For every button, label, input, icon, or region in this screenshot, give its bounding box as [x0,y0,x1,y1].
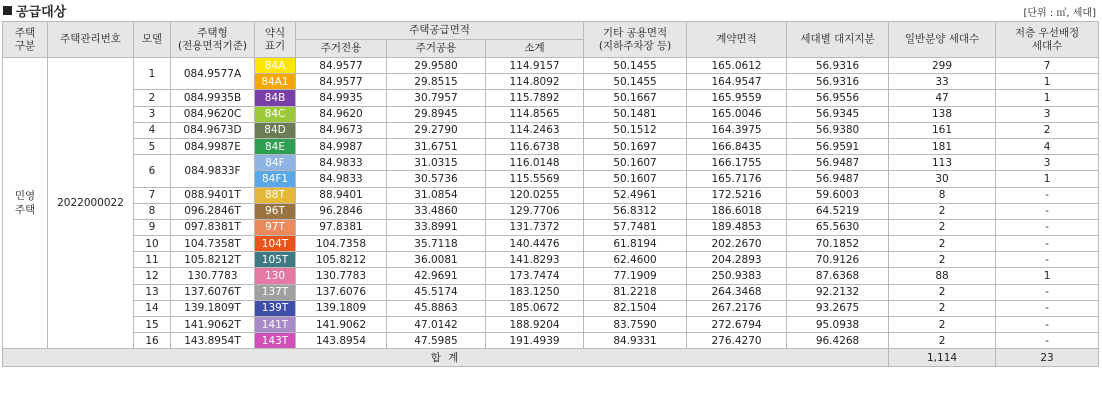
other-common-area-cell: 50.1481 [584,106,687,122]
house-type-cell: 139.1809T [171,300,255,316]
contract-area-cell: 165.0046 [687,106,787,122]
subtotal-cell: 114.9157 [486,58,584,74]
house-type-cell: 137.6076T [171,284,255,300]
general-units-cell: 299 [889,58,996,74]
table-row [3,90,1099,106]
housing-class-text: 민영 주택 [14,190,36,217]
short-type-chip: 97T [255,219,296,235]
general-units-cell: 47 [889,90,996,106]
subtotal-cell: 140.4476 [486,236,584,252]
table-row [3,284,1099,300]
land-share-cell: 56.9380 [787,122,889,138]
model-cell: 2 [134,90,171,106]
table-row [3,58,1099,74]
table-body [3,58,1099,349]
house-type-cell: 084.9833F [171,155,255,187]
header-short-type [255,22,296,58]
land-share-cell: 87.6368 [787,268,889,284]
table-row [3,155,1099,171]
subtotal-cell: 131.7372 [486,219,584,235]
land-share-cell: 96.4268 [787,333,889,349]
exclusive-area-cell: 137.6076 [296,284,387,300]
subtotal-cell: 183.1250 [486,284,584,300]
land-share-cell: 70.1852 [787,236,889,252]
other-common-area-cell: 83.7590 [584,317,687,333]
table-row [3,268,1099,284]
other-common-area-cell: 50.1512 [584,122,687,138]
common-area-cell: 29.8515 [387,74,486,90]
common-area-cell: 36.0081 [387,252,486,268]
short-type-chip: 104T [255,236,296,252]
land-share-cell: 64.5219 [787,203,889,219]
common-area-cell: 42.9691 [387,268,486,284]
common-area-cell: 30.5736 [387,171,486,187]
general-units-cell: 2 [889,317,996,333]
subtotal-cell: 114.8092 [486,74,584,90]
low-floor-units-cell: 1 [996,90,1099,106]
exclusive-area-cell: 84.9833 [296,171,387,187]
other-common-area-cell: 61.8194 [584,236,687,252]
general-units-cell: 8 [889,187,996,203]
mgmt-no-cell: 2022000022 [48,58,134,349]
house-type-cell: 088.9401T [171,187,255,203]
header-housing-class [3,22,48,58]
exclusive-area-cell: 84.9833 [296,155,387,171]
land-share-cell: 56.9591 [787,138,889,154]
table-row [3,252,1099,268]
common-area-cell: 33.4860 [387,203,486,219]
other-common-area-cell: 56.8312 [584,203,687,219]
low-floor-units-cell: 3 [996,106,1099,122]
house-type-cell: 143.8954T [171,333,255,349]
low-floor-units-cell: 7 [996,58,1099,74]
land-share-cell: 56.9316 [787,58,889,74]
general-units-cell: 161 [889,122,996,138]
contract-area-cell: 276.4270 [687,333,787,349]
land-share-cell: 95.0938 [787,317,889,333]
other-common-area-cell: 52.4961 [584,187,687,203]
model-cell: 6 [134,155,171,187]
table-header [3,22,1099,58]
house-type-cell: 130.7783 [171,268,255,284]
low-floor-units-cell: - [996,333,1099,349]
common-area-cell: 35.7118 [387,236,486,252]
model-cell: 8 [134,203,171,219]
contract-area-cell: 267.2176 [687,300,787,316]
table-footer [3,349,1099,367]
other-common-area-cell: 77.1909 [584,268,687,284]
general-units-cell: 113 [889,155,996,171]
common-area-cell: 31.0315 [387,155,486,171]
house-type-cell: 097.8381T [171,219,255,235]
short-type-chip: 84B [255,90,296,106]
table-row [3,300,1099,316]
model-cell: 5 [134,138,171,154]
other-common-area-cell: 81.2218 [584,284,687,300]
header-subtotal: 소계 [486,40,584,58]
subtotal-cell: 173.7474 [486,268,584,284]
unit-note: [단위 : ㎡, 세대] [1023,8,1096,19]
exclusive-area-cell: 97.8381 [296,219,387,235]
general-units-cell: 2 [889,333,996,349]
other-common-area-cell: 50.1697 [584,138,687,154]
general-units-cell: 30 [889,171,996,187]
house-type-cell: 096.2846T [171,203,255,219]
table-row [3,219,1099,235]
land-share-cell: 59.6003 [787,187,889,203]
low-floor-units-cell: - [996,284,1099,300]
other-common-area-cell: 50.1667 [584,90,687,106]
short-type-chip: 88T [255,187,296,203]
other-common-area-cell: 84.9331 [584,333,687,349]
other-common-area-cell: 50.1455 [584,74,687,90]
short-type-chip: 84E [255,138,296,154]
header-contract-area: 계약면적 [687,22,787,58]
exclusive-area-cell: 139.1809 [296,300,387,316]
land-share-cell: 92.2132 [787,284,889,300]
header-low-floor-units-text: 저층 우선배정 세대수 [1014,26,1080,52]
land-share-cell: 56.9487 [787,171,889,187]
exclusive-area-cell: 84.9935 [296,90,387,106]
header-short-type-text: 약식 표기 [264,26,286,52]
subtotal-cell: 114.8565 [486,106,584,122]
model-cell: 16 [134,333,171,349]
house-type-cell: 105.8212T [171,252,255,268]
common-area-cell: 29.8945 [387,106,486,122]
exclusive-area-cell: 84.9620 [296,106,387,122]
section-title-text: 공급대상 [16,4,67,20]
header-house-type [171,22,255,58]
low-floor-units-cell: 2 [996,122,1099,138]
header-house-type-text: 주택형 (전용면적기준) [177,26,248,52]
low-floor-units-cell: 1 [996,74,1099,90]
contract-area-cell: 166.1755 [687,155,787,171]
exclusive-area-cell: 141.9062 [296,317,387,333]
other-common-area-cell: 50.1607 [584,171,687,187]
land-share-cell: 56.9556 [787,90,889,106]
section-title [3,2,66,18]
contract-area-cell: 202.2670 [687,236,787,252]
contract-area-cell: 164.3975 [687,122,787,138]
exclusive-area-cell: 130.7783 [296,268,387,284]
contract-area-cell: 250.9383 [687,268,787,284]
contract-area-cell: 172.5216 [687,187,787,203]
general-units-cell: 33 [889,74,996,90]
short-type-chip: 139T [255,300,296,316]
table-row [3,187,1099,203]
subtotal-cell: 116.6738 [486,138,584,154]
low-floor-units-cell: 3 [996,155,1099,171]
land-share-cell: 65.5630 [787,219,889,235]
table-row [3,138,1099,154]
contract-area-cell: 264.3468 [687,284,787,300]
general-units-cell: 138 [889,106,996,122]
header-mgmt-no: 주택관리번호 [48,22,134,58]
house-type-cell: 084.9620C [171,106,255,122]
common-area-cell: 33.8991 [387,219,486,235]
subtotal-cell: 120.0255 [486,187,584,203]
low-floor-units-cell: 4 [996,138,1099,154]
low-floor-units-cell: - [996,236,1099,252]
low-floor-units-cell: 1 [996,171,1099,187]
model-cell: 15 [134,317,171,333]
header-land-share: 세대별 대지지분 [787,22,889,58]
short-type-chip: 84D [255,122,296,138]
land-share-cell: 56.9345 [787,106,889,122]
general-units-cell: 2 [889,219,996,235]
contract-area-cell: 186.6018 [687,203,787,219]
short-type-chip: 105T [255,252,296,268]
contract-area-cell: 272.6794 [687,317,787,333]
common-area-cell: 31.0854 [387,187,486,203]
common-area-cell: 30.7957 [387,90,486,106]
low-floor-units-cell: 1 [996,268,1099,284]
exclusive-area-cell: 84.9673 [296,122,387,138]
model-cell: 9 [134,219,171,235]
model-cell: 13 [134,284,171,300]
general-units-cell: 2 [889,252,996,268]
house-type-cell: 104.7358T [171,236,255,252]
common-area-cell: 31.6751 [387,138,486,154]
short-type-chip: 141T [255,317,296,333]
table-row [3,122,1099,138]
land-share-cell: 70.9126 [787,252,889,268]
contract-area-cell: 189.4853 [687,219,787,235]
other-common-area-cell: 82.1504 [584,300,687,316]
short-type-chip: 84F [255,155,296,171]
exclusive-area-cell: 96.2846 [296,203,387,219]
common-area-cell: 47.5985 [387,333,486,349]
low-floor-units-cell: - [996,317,1099,333]
model-cell: 4 [134,122,171,138]
header-supply-area: 주택공급면적 [296,22,584,40]
table-row [3,333,1099,349]
low-floor-units-cell: - [996,187,1099,203]
exclusive-area-cell: 84.9987 [296,138,387,154]
house-type-cell: 084.9987E [171,138,255,154]
total-label: 합 계 [3,349,889,367]
subtotal-cell: 115.7892 [486,90,584,106]
subtotal-cell: 185.0672 [486,300,584,316]
common-area-cell: 29.9580 [387,58,486,74]
header-low-floor-units [996,22,1099,58]
land-share-cell: 93.2675 [787,300,889,316]
header-other-common-text: 기타 공용면적 (지하주차장 등) [598,26,672,52]
common-area-cell: 45.5174 [387,284,486,300]
house-type-cell: 084.9935B [171,90,255,106]
subtotal-cell: 115.5569 [486,171,584,187]
header-common: 주거공용 [387,40,486,58]
model-cell: 7 [134,187,171,203]
other-common-area-cell: 57.7481 [584,219,687,235]
housing-class-cell [3,58,48,349]
header-housing-class-text: 주택 구분 [14,26,36,52]
subtotal-cell: 114.2463 [486,122,584,138]
house-type-cell: 084.9577A [171,58,255,90]
model-cell: 11 [134,252,171,268]
contract-area-cell: 165.0612 [687,58,787,74]
header-other-common [584,22,687,58]
general-units-cell: 2 [889,284,996,300]
short-type-chip: 84A [255,58,296,74]
total-general-units: 1,114 [889,349,996,367]
model-cell: 12 [134,268,171,284]
table-row [3,106,1099,122]
exclusive-area-cell: 84.9577 [296,58,387,74]
header-model: 모델 [134,22,171,58]
subtotal-cell: 116.0148 [486,155,584,171]
low-floor-units-cell: - [996,252,1099,268]
model-cell: 3 [134,106,171,122]
general-units-cell: 181 [889,138,996,154]
header-exclusive: 주거전용 [296,40,387,58]
common-area-cell: 45.8863 [387,300,486,316]
table-row [3,317,1099,333]
exclusive-area-cell: 105.8212 [296,252,387,268]
table-row [3,203,1099,219]
total-row [3,349,1099,367]
general-units-cell: 2 [889,203,996,219]
other-common-area-cell: 50.1455 [584,58,687,74]
total-low-floor-units: 23 [996,349,1099,367]
general-units-cell: 2 [889,300,996,316]
contract-area-cell: 166.8435 [687,138,787,154]
low-floor-units-cell: - [996,219,1099,235]
model-cell: 14 [134,300,171,316]
subtotal-cell: 141.8293 [486,252,584,268]
short-type-chip: 137T [255,284,296,300]
other-common-area-cell: 62.4600 [584,252,687,268]
short-type-chip: 130 [255,268,296,284]
short-type-chip: 84F1 [255,171,296,187]
contract-area-cell: 204.2893 [687,252,787,268]
subtotal-cell: 188.9204 [486,317,584,333]
contract-area-cell: 164.9547 [687,74,787,90]
exclusive-area-cell: 143.8954 [296,333,387,349]
short-type-chip: 143T [255,333,296,349]
model-cell: 10 [134,236,171,252]
contract-area-cell: 165.9559 [687,90,787,106]
header-general-units: 일반분양 세대수 [889,22,996,58]
subtotal-cell: 191.4939 [486,333,584,349]
model-cell: 1 [134,58,171,90]
house-type-cell: 141.9062T [171,317,255,333]
contract-area-cell: 165.7176 [687,171,787,187]
exclusive-area-cell: 88.9401 [296,187,387,203]
general-units-cell: 2 [889,236,996,252]
exclusive-area-cell: 104.7358 [296,236,387,252]
short-type-chip: 96T [255,203,296,219]
low-floor-units-cell: - [996,203,1099,219]
square-bullet-icon [3,6,12,15]
common-area-cell: 29.2790 [387,122,486,138]
short-type-chip: 84A1 [255,74,296,90]
table-row [3,236,1099,252]
short-type-chip: 84C [255,106,296,122]
land-share-cell: 56.9487 [787,155,889,171]
other-common-area-cell: 50.1607 [584,155,687,171]
general-units-cell: 88 [889,268,996,284]
house-type-cell: 084.9673D [171,122,255,138]
land-share-cell: 56.9316 [787,74,889,90]
low-floor-units-cell: - [996,300,1099,316]
supply-table [2,21,1099,367]
common-area-cell: 47.0142 [387,317,486,333]
exclusive-area-cell: 84.9577 [296,74,387,90]
subtotal-cell: 129.7706 [486,203,584,219]
